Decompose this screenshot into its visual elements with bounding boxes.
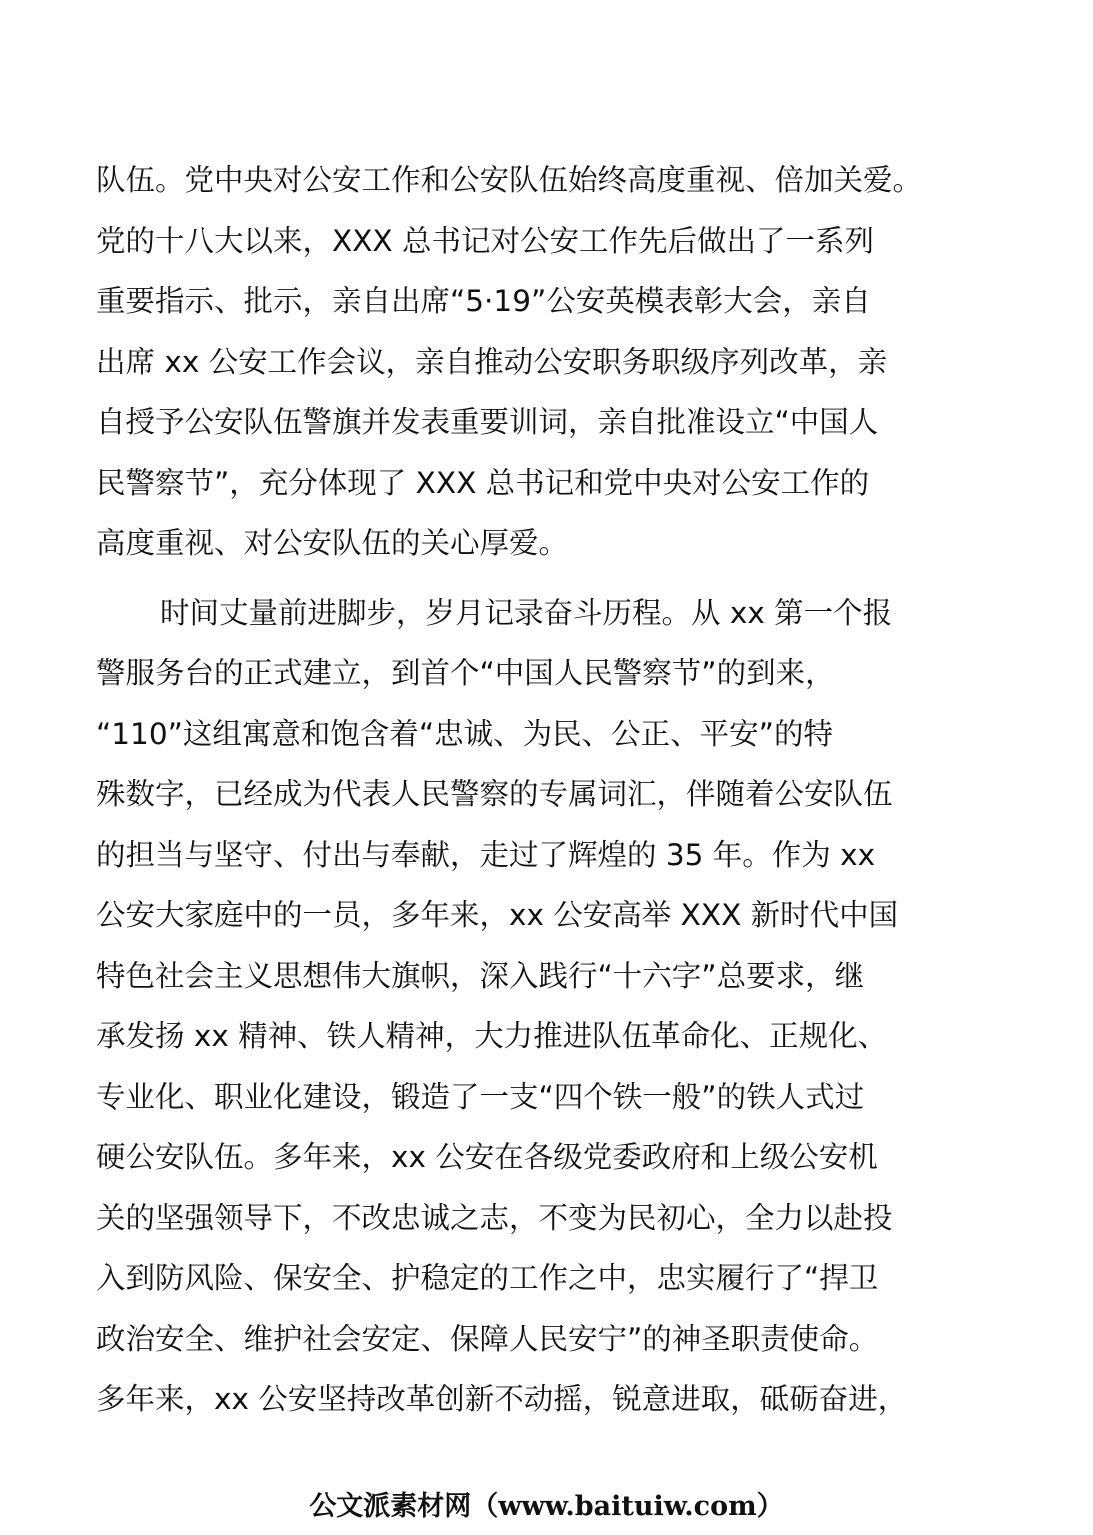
text-line: 时间丈量前进脚步，岁月记录奋斗历程。从 xx 第一个报 xyxy=(160,595,893,630)
text-line: 承发扬 xx 精神、铁人精神，大力推进队伍革命化、正规化、 xyxy=(96,1019,888,1053)
text-line: 的担当与坚守、付出与奉献，走过了辉煌的 35 年。作为 xx xyxy=(96,837,876,872)
text-line: 民警察节”，充分体现了 XXX 总书记和党中央对公安工作的 xyxy=(96,465,870,500)
paragraph-1 xyxy=(96,150,1016,574)
text-line: “110”这组寓意和饱含着“忠诚、为民、公正、平安”的特 xyxy=(96,716,833,751)
text-line: 警服务台的正式建立，到首个“中国人民警察节”的到来， xyxy=(96,656,835,690)
text-line: 自授予公安队伍警旗并发表重要训词，亲自批准设立“中国人 xyxy=(96,405,879,439)
text-line: 硬公安队伍。多年来，xx 公安在各级党委政府和上级公安机 xyxy=(96,1140,878,1174)
text-line: 公安大家庭中的一员，多年来，xx 公安高举 XXX 新时代中国 xyxy=(96,898,899,932)
text-line: 重要指示、批示，亲自出席“5·19”公安英模表彰大会，亲自 xyxy=(96,284,871,318)
text-line: 入到防风险、保安全、护稳定的工作之中，忠实履行了“捍卫 xyxy=(96,1261,879,1295)
text-line: 政治安全、维护社会安定、保障人民安宁”的神圣职责使命。 xyxy=(96,1321,879,1356)
footer-watermark: 公文派素材网（www.baituiw.com） xyxy=(309,1491,784,1522)
text-line: 关的坚强领导下，不改忠诚之志，不变为民初心，全力以赴投 xyxy=(96,1200,893,1235)
text-line: 出席 xx 公安工作会议，亲自推动公安职务职级序列改革，亲 xyxy=(96,344,888,379)
paragraph-2 xyxy=(96,583,1016,1430)
text-line: 党的十八大以来，XXX 总书记对公安工作先后做出了一系列 xyxy=(96,223,875,258)
text-line: 高度重视、对公安队伍的关心厚爱。 xyxy=(96,526,569,560)
text-line: 队伍。党中央对公安工作和公安队伍始终高度重视、倍加关爱。 xyxy=(96,163,923,197)
document-body xyxy=(96,150,1016,1430)
text-line: 特色社会主义思想伟大旗帜，深入践行“十六字”总要求，继 xyxy=(96,958,865,993)
text-line: 专业化、职业化建设，锻造了一支“四个铁一般”的铁人式过 xyxy=(96,1079,865,1114)
text-line: 殊数字，已经成为代表人民警察的专属词汇，伴随着公安队伍 xyxy=(96,777,893,811)
paragraph-spacing xyxy=(96,574,1016,583)
text-line: 多年来，xx 公安坚持改革创新不动摇，锐意进取，砥砺奋进， xyxy=(96,1382,908,1416)
